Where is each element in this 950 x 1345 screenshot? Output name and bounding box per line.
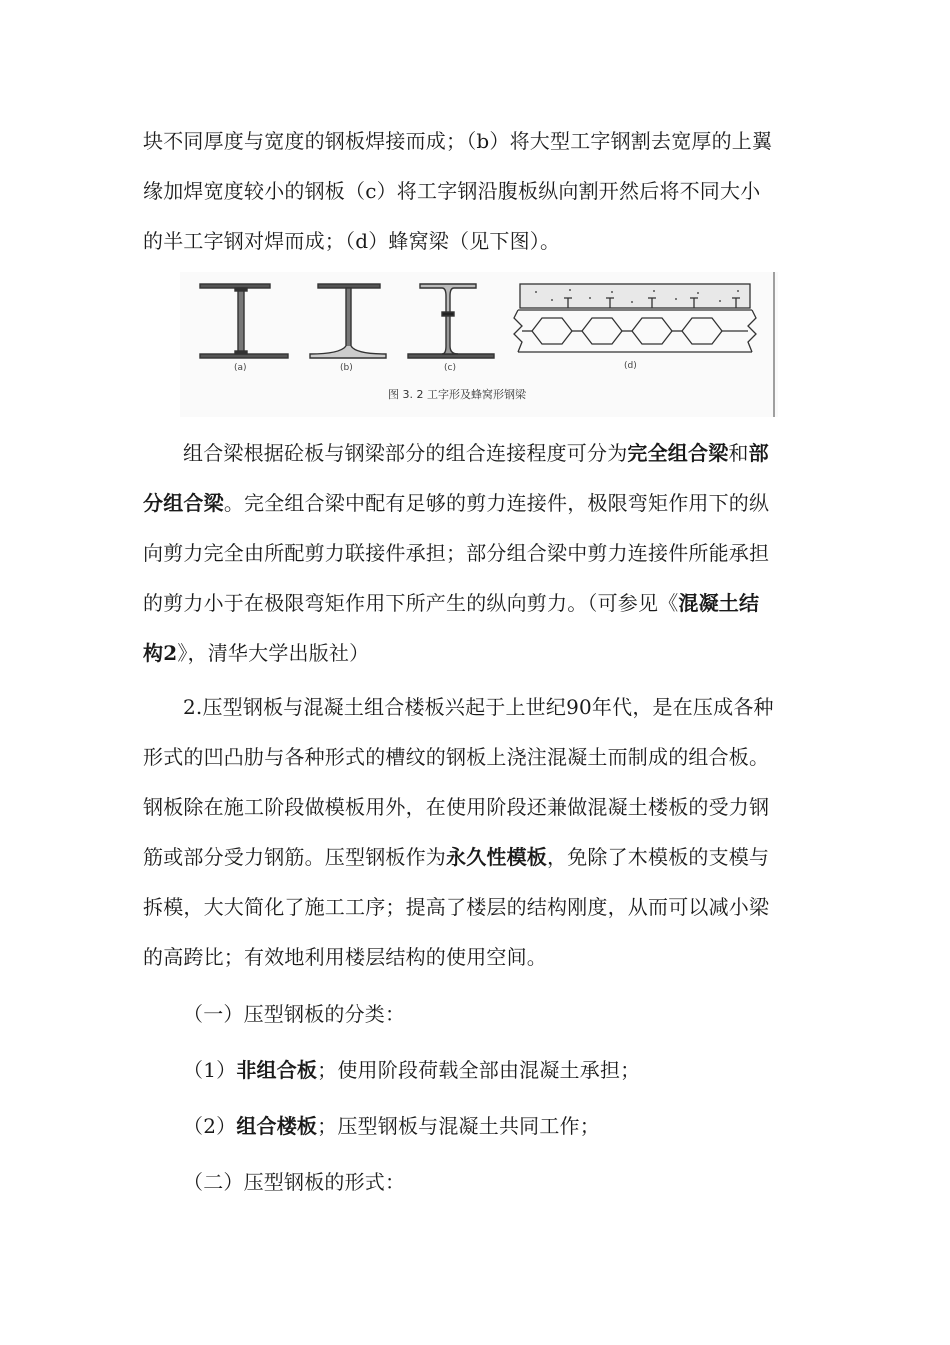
- paragraph-profiled-steel-deck: [143, 682, 813, 982]
- list-item: [143, 1098, 813, 1154]
- term-composite-floor-slab: 组合楼板: [236, 1114, 318, 1138]
- item-text: ；使用阶段荷载全部由混凝土承担；: [317, 1058, 641, 1082]
- text-line: 块不同厚度与宽度的钢板焊接而成；（b）将大型工字钢割去宽厚的上翼: [143, 129, 773, 153]
- list-item: [143, 1042, 813, 1098]
- text-line: [143, 628, 813, 678]
- text-line: [143, 428, 813, 478]
- item-text: ；压型钢板与混凝土共同工作；: [317, 1114, 600, 1138]
- text-run: 的剪力小于在极限弯矩作用下所产生的纵向剪力。（可参见《: [143, 591, 679, 615]
- text-line: [143, 832, 813, 882]
- beam-section-b: [310, 284, 386, 358]
- text-run: 筋或部分受力钢筋。压型钢板作为: [143, 845, 446, 869]
- text-line: 2.压型钢板与混凝土组合楼板兴起于上世纪90年代，是在压成各种: [183, 695, 774, 719]
- term-permanent-formwork: 永久性模板: [446, 845, 547, 869]
- text-line: [143, 578, 813, 628]
- beam-figure-drawing: [180, 272, 778, 417]
- text-line: 钢板除在施工阶段做模板用外，在使用阶段还兼做混凝土楼板的受力钢: [143, 795, 770, 819]
- figure-caption: 图 3. 2 工字形及蜂窝形钢梁: [388, 388, 526, 401]
- text-line: 缘加焊宽度较小的钢板（c）将工字钢沿腹板纵向割开然后将不同大小: [143, 179, 761, 203]
- text-line: [143, 478, 813, 528]
- text-run: ，免除了木模板的支模与: [547, 845, 770, 869]
- label-d: (d): [624, 361, 637, 371]
- term-partial-composite-beam-start: 部: [748, 441, 769, 465]
- list-heading: （二）压型钢板的形式：: [183, 1170, 406, 1194]
- label-c: (c): [444, 363, 456, 373]
- text-line: 形式的凹凸肋与各种形式的槽纹的钢板上浇注混凝土而制成的组合板。: [143, 745, 770, 769]
- text-run: 和: [728, 441, 749, 465]
- paragraph-composite-beam: [143, 428, 813, 678]
- item-number: （1）: [183, 1058, 237, 1082]
- classification-list: [143, 986, 813, 1210]
- term-partial-composite-beam-end: 分组合梁: [143, 491, 224, 515]
- paragraph-steel-beam-fabrication: [143, 116, 813, 266]
- text-line: 拆模，大大简化了施工工序；提高了楼层的结构刚度，从而可以减小梁: [143, 895, 770, 919]
- label-b: (b): [340, 363, 353, 373]
- book-title-end: 构2: [143, 641, 178, 665]
- figure-i-beam-and-honeycomb-beam: [180, 272, 778, 417]
- item-number: （2）: [183, 1114, 237, 1138]
- text-run: 。完全组合梁中配有足够的剪力连接件，极限弯矩作用下的纵: [223, 491, 770, 515]
- text-line: 的高跨比；有效地利用楼层结构的使用空间。: [143, 945, 547, 969]
- text-line: 向剪力完全由所配剪力联接件承担；部分组合梁中剪力连接件所能承担: [143, 541, 770, 565]
- list-heading: （一）压型钢板的分类：: [183, 1002, 406, 1026]
- beam-section-d: [514, 284, 756, 352]
- text-run: 组合梁根据砼板与钢梁部分的组合连接程度可分为: [183, 441, 628, 465]
- term-non-composite-slab: 非组合板: [236, 1058, 318, 1082]
- book-title-start: 混凝土结: [678, 591, 760, 615]
- term-full-composite-beam: 完全组合梁: [627, 441, 729, 465]
- text-run: 》，清华大学出版社）: [177, 641, 370, 665]
- beam-section-a: [200, 284, 288, 358]
- label-a: (a): [234, 363, 247, 373]
- beam-section-c: [408, 284, 494, 358]
- text-line: 的半工字钢对焊而成；（d）蜂窝梁（见下图）。: [143, 229, 561, 253]
